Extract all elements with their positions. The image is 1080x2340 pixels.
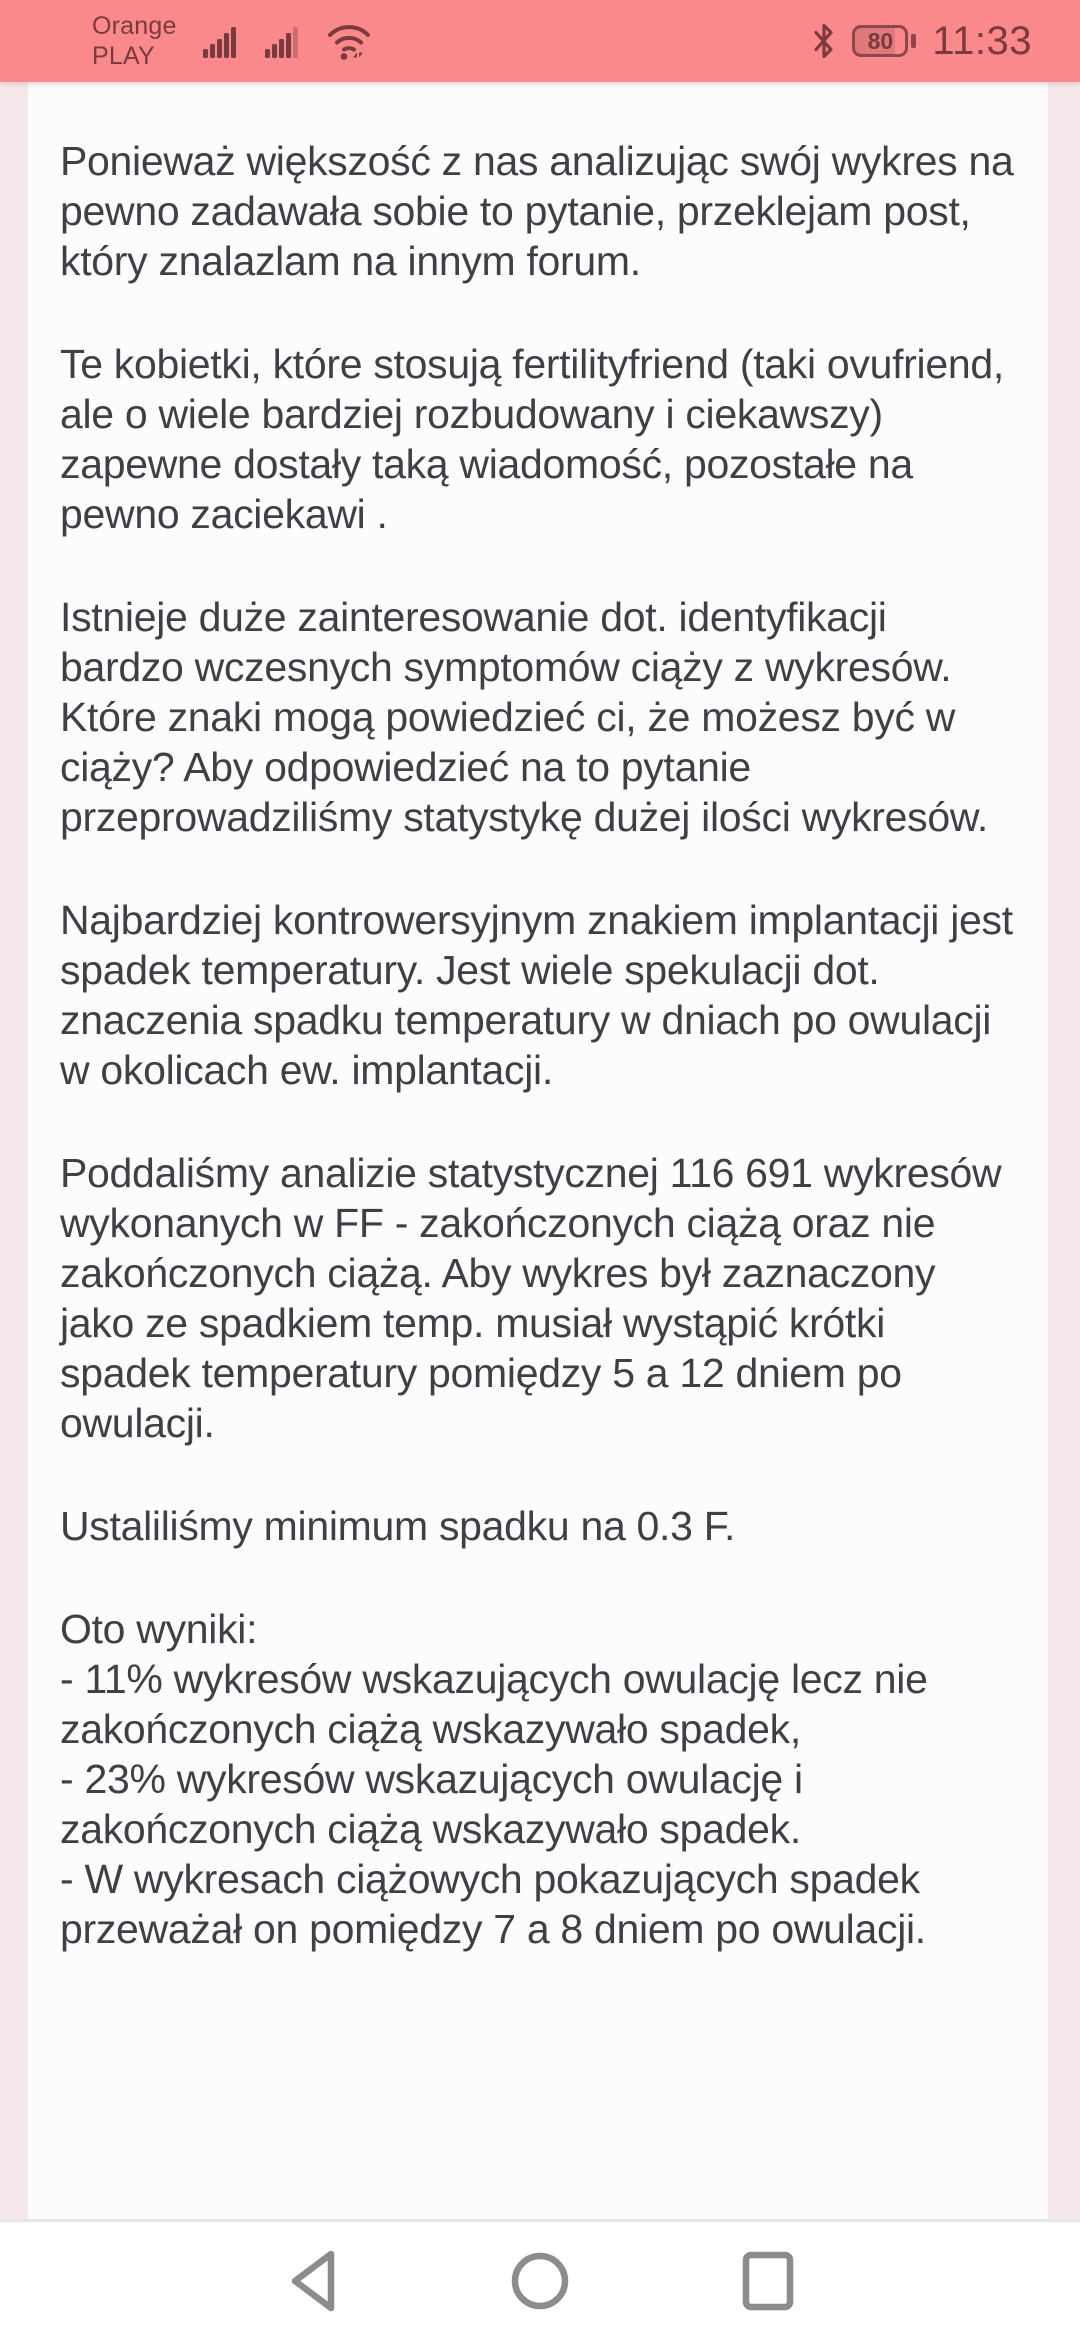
paragraph-3: Istnieje duże zainteresowanie dot. identyfikacji bardzo wczesnych symptomów ciąży z wykresów. Które znaki mogą powiedzieć ci, że możesz być w ciąży? Aby odpowiedzieć na to pytanie przeprowadziliśmy statystykę dużej ilości wykresów. xyxy=(60,594,989,840)
battery-body xyxy=(852,25,908,57)
recents-button[interactable] xyxy=(720,2233,816,2329)
forum-post-content xyxy=(28,82,1048,2219)
navigation-bar xyxy=(0,2222,1080,2340)
carrier-line-2: PLAY xyxy=(92,42,155,70)
forum-post-text xyxy=(60,136,1014,1954)
carrier-label xyxy=(92,11,177,71)
status-bar xyxy=(0,0,1080,82)
results-item-2: - 23% wykresów wskazujących owulację i zakończonych ciążą wskazywało spadek. xyxy=(60,1756,803,1852)
results-block xyxy=(60,1604,1014,1954)
results-intro: Oto wyniki: xyxy=(60,1606,258,1652)
battery-icon xyxy=(852,25,916,57)
paragraph-5: Poddaliśmy analizie statystycznej 116 691 wykresów wykonanych w FF - zakończonych ciążą oraz nie zakończonych ciążą. Aby wykres był zaznaczony jako ze spadkiem temp. musiał wystąpić krótki spadek temperatury pomiędzy 5 a 12 dniem po owulacji. xyxy=(60,1150,1002,1446)
cell-signal-sim1-icon xyxy=(203,24,239,58)
page-background xyxy=(0,82,1080,2222)
results-item-3: - W wykresach ciążowych pokazujących spadek przeważał on pomiędzy 7 a 8 dniem po owulacji. xyxy=(60,1856,926,1952)
back-triangle-icon xyxy=(286,2247,338,2315)
cell-signal-sim2-icon xyxy=(265,24,301,58)
paragraph-6: Ustaliliśmy minimum spadku na 0.3 F. xyxy=(60,1503,736,1549)
paragraph-1: Ponieważ większość z nas analizując swój wykres na pewno zadawała sobie to pytanie, przeklejam post, który znalazlam na innym forum. xyxy=(60,138,1014,284)
home-circle-icon xyxy=(510,2251,570,2311)
wifi-icon xyxy=(327,21,371,61)
back-button[interactable] xyxy=(264,2233,360,2329)
carrier-line-1: Orange xyxy=(92,12,177,40)
results-item-1: - 11% wykresów wskazujących owulację lecz nie zakończonych ciążą wskazywało spadek, xyxy=(60,1656,928,1752)
home-button[interactable] xyxy=(492,2233,588,2329)
battery-cap xyxy=(911,34,916,48)
battery-percent-label: 80 xyxy=(867,27,894,54)
paragraph-2: Te kobietki, które stosują fertilityfriend (taki ovufriend, ale o wiele bardziej rozbudowany i ciekawszy) zapewne dostały taką wiadomość, pozostałe na pewno zaciekawi . xyxy=(60,341,1004,537)
status-bar-left xyxy=(92,11,371,71)
recents-square-icon xyxy=(740,2250,796,2312)
paragraph-4: Najbardziej kontrowersyjnym znakiem implantacji jest spadek temperatury. Jest wiele spekulacji dot. znaczenia spadku temperatury w dniach po owulacji w okolicach ew. implantacji. xyxy=(60,897,1013,1093)
clock-time: 11:33 xyxy=(932,19,1032,63)
status-bar-right xyxy=(812,21,1032,61)
bluetooth-icon xyxy=(812,22,836,60)
